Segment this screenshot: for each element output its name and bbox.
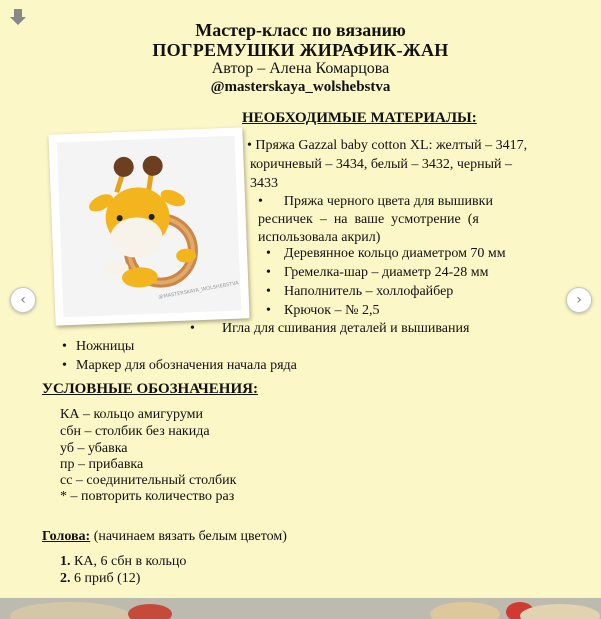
- legend-item: уб – убавка: [60, 441, 128, 456]
- material-item: • Наполнитель – холлофайбер: [266, 283, 453, 301]
- legend-item: сбн – столбик без накида: [60, 424, 210, 439]
- legend-heading: УСЛОВНЫЕ ОБОЗНАЧЕНИЯ:: [42, 381, 258, 397]
- scissors-item: • Ножницы: [62, 338, 134, 356]
- black-yarn-line-2: ресничек – на ваше усмотрение (я: [258, 212, 479, 227]
- photo-watermark: @MASTERSKAYA_WOLSHEBSTVA: [158, 280, 240, 301]
- giraffe-photo: [48, 127, 249, 325]
- pattern-row-2: 2. 6 приб (12): [60, 571, 141, 586]
- chevron-right-icon: ›: [576, 292, 582, 308]
- title-line-1: Мастер-класс по вязанию: [195, 20, 406, 40]
- head-section-title: Голова: (начинаем вязать белым цветом): [42, 529, 287, 544]
- legend-item: КА – кольцо амигуруми: [60, 407, 204, 422]
- materials-heading: НЕОБХОДИМЫЕ МАТЕРИАЛЫ:: [242, 110, 477, 126]
- black-yarn-line-1: • Пряжа черного цвета для вышивки: [258, 194, 493, 209]
- material-item: • Крючок – № 2,5: [266, 302, 379, 320]
- handle-line: @masterskaya_wolshebstva: [210, 79, 391, 95]
- marker-item: • Маркер для обозначения начала ряда: [62, 357, 297, 375]
- black-yarn-line-3: использовала акрил): [258, 230, 381, 245]
- chevron-left-icon: ‹: [20, 292, 26, 308]
- giraffe-rattle-illustration: [57, 136, 242, 318]
- document-header: [0, 20, 601, 96]
- next-image-preview: [0, 598, 601, 619]
- yarn-line-3: 3433: [250, 176, 278, 191]
- legend-item: * – повторить количество раз: [60, 489, 235, 504]
- yarn-line-2: коричневый – 3434, белый – 3432, черный –: [250, 157, 513, 172]
- legend-item: сс – соединительный столбик: [60, 473, 237, 488]
- yarn-line-1: • Пряжа Gazzal baby cotton XL: желтый – 3417,: [247, 138, 528, 153]
- carousel-prev-button[interactable]: [10, 287, 36, 313]
- author-line: Автор – Алена Комарцова: [211, 60, 390, 77]
- needle-item: • Игла для сшивания деталей и вышивания: [190, 321, 470, 336]
- legend-item: пр – прибавка: [60, 457, 144, 472]
- next-image-thumbnail: [0, 598, 601, 619]
- material-item: • Деревянное кольцо диаметром 70 мм: [266, 245, 506, 263]
- carousel-next-button[interactable]: [566, 287, 592, 313]
- title-line-2: ПОГРЕМУШКИ ЖИРАФИК-ЖАН: [152, 40, 449, 60]
- material-item: • Гремелка-шар – диаметр 24-28 мм: [266, 264, 489, 282]
- pattern-row-1: 1. КА, 6 сбн в кольцо: [60, 554, 187, 569]
